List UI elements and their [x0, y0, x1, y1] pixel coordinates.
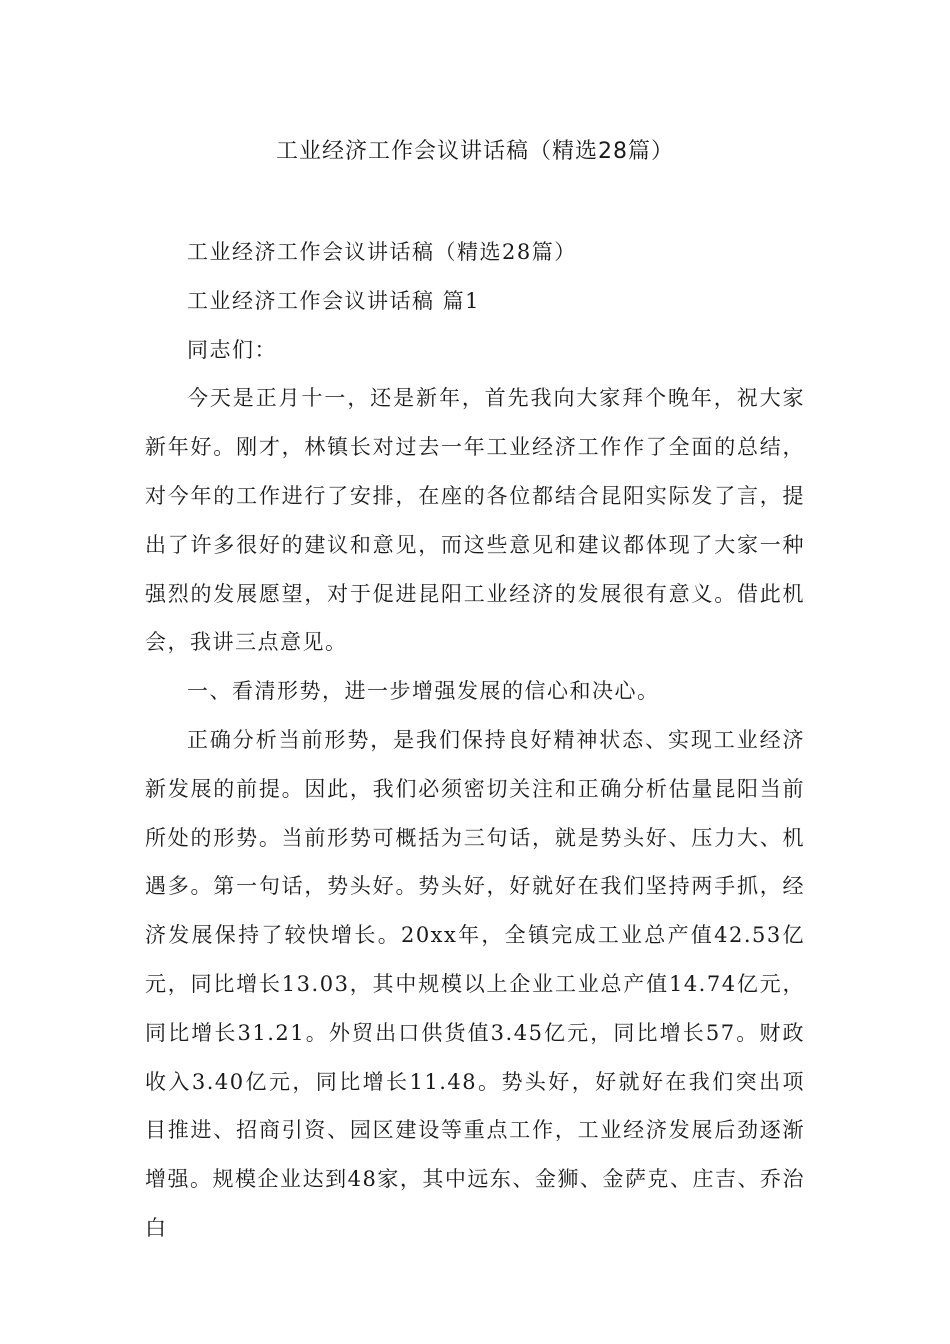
- body-paragraph-subtitle: 工业经济工作会议讲话稿（精选28篇）: [187, 240, 577, 264]
- body-paragraph-salutation: 同志们：: [187, 337, 277, 362]
- body-paragraph-situation-analysis: 正确分析当前形势，是我们保持良好精神状态、实现工业经济新发展的前提。因此，我们必须密切关注和正确分析估量昆阳当前所处的形势。当前形势可概括为三句话，就是势头好、压力大、机遇多。第一句话，势头好。势头好，好就好在我们坚持两手抓，经济发展保持了较快增长。20xx年，全镇完成工业总产值42.53亿元，同比增长13.03，其中规模以上企业工业总产值14.74亿元，同比增长31.21。外贸出口供货值3.45亿元，同比增长57。财政收入3.40亿元，同比增长11.48。势头好，好就好在我们突出项目推进、招商引资、园区建设等重点工作，工业经济发展后劲逐渐增强。规模企业达到48家，其中远东、金狮、金萨克、庄吉、乔治白: [145, 727, 805, 1240]
- body-paragraph-opening: 今天是正月十一，还是新年，首先我向大家拜个晚年，祝大家新年好。刚才，林镇长对过去一年工业经济工作作了全面的总结，对今年的工作进行了安排，在座的各位都结合昆阳实际发了言，提出了许多很好的建议和意见，而这些意见和建议都体现了大家一种强烈的发展愿望，对于促进昆阳工业经济的发展很有意义。借此机会，我讲三点意见。: [145, 386, 805, 655]
- body-paragraph-point-one-heading: 一、看清形势，进一步增强发展的信心和决心。: [187, 679, 660, 704]
- document-body: [145, 228, 805, 1253]
- document-title: 工业经济工作会议讲话稿（精选28篇）: [276, 139, 674, 164]
- body-paragraph-section-heading: 工业经济工作会议讲话稿 篇1: [187, 288, 481, 313]
